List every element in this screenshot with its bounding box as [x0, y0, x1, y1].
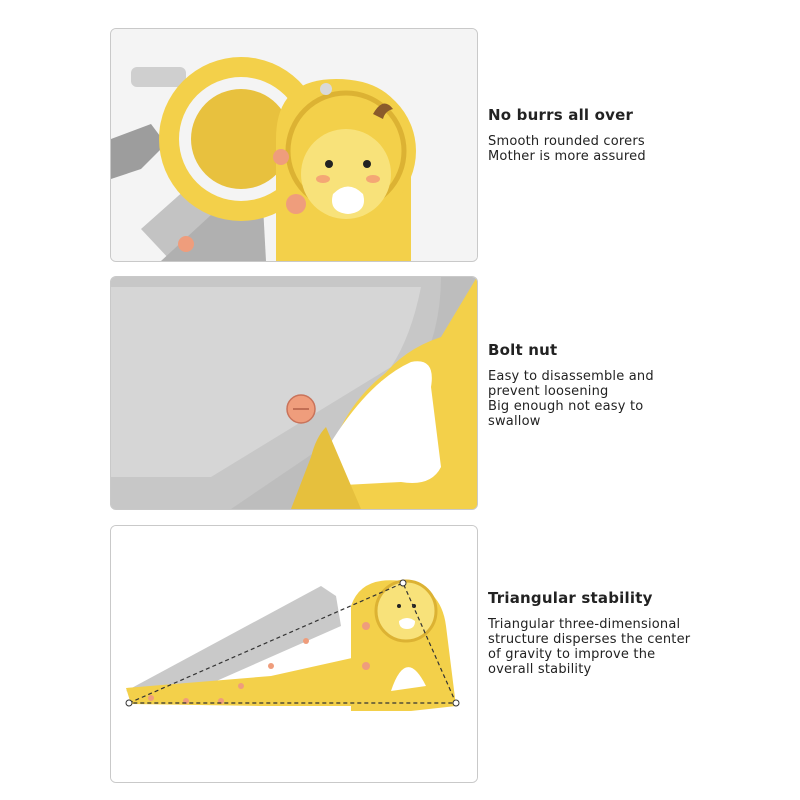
bolt-closeup	[111, 277, 477, 509]
feature-line: Easy to disassemble and	[488, 369, 654, 384]
feature-line: prevent loosening	[488, 384, 609, 399]
feature-line: structure disperses the center	[488, 632, 691, 647]
feature-text-1	[488, 106, 788, 164]
feature-image-bolt-nut	[110, 276, 478, 510]
feature-title: Triangular stability	[488, 589, 653, 607]
feature-title: Bolt nut	[488, 341, 558, 359]
feature-line: Triangular three-dimensional	[488, 617, 681, 632]
feature-line: swallow	[488, 414, 541, 429]
feature-line: Smooth rounded corers	[488, 134, 645, 149]
feature-image-smooth-corners	[110, 28, 478, 262]
slide-with-triangle	[111, 526, 477, 782]
feature-line: of gravity to improve the	[488, 647, 656, 662]
feature-image-triangle-stability	[110, 525, 478, 783]
feature-text-3	[488, 589, 788, 677]
feature-text-2	[488, 341, 788, 429]
feature-line: Mother is more assured	[488, 149, 646, 164]
feature-line: overall stability	[488, 662, 592, 677]
feature-title: No burrs all over	[488, 106, 634, 124]
feature-line: Big enough not easy to	[488, 399, 644, 414]
duck-head-closeup	[111, 29, 477, 261]
